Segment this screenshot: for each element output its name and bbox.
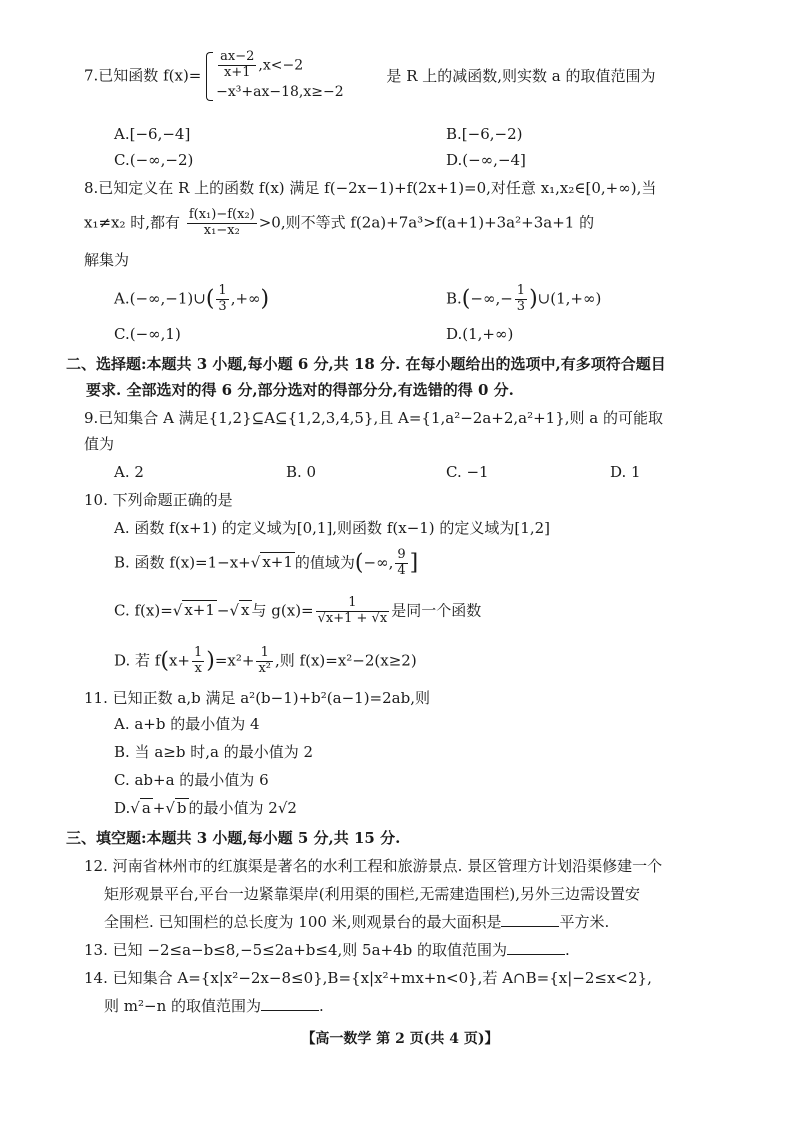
q11-option-a: A. a+b 的最小值为 4: [114, 715, 260, 733]
q13-line: [84, 940, 724, 960]
q11-option-b: B. 当 a≥b 时,a 的最小值为 2: [114, 743, 313, 761]
q10-optC-num: 1: [316, 596, 390, 612]
q11-option-d: D.√ a +√ b 的最小值为 2√2: [114, 799, 297, 817]
q10-optC-den: √x+1 + √x: [317, 610, 388, 626]
q11-optD-plus: +: [152, 799, 166, 817]
q10-option-d: D. 若 f(x+ $\frac{1}{x}$ )=x²+ $\frac{1}{\text{x²}}$ ,则 f(x)=x²−2(x≥2): [114, 645, 417, 676]
q8-line2-pre: x₁≠x₂ 时,都有: [84, 213, 181, 232]
q10-optB-den: 4: [397, 562, 406, 578]
q10-optD-post: ,则 f(x)=x²−2(x≥2): [275, 651, 417, 670]
q12-line3-pre: 全围栏. 已知围栏的总长度为 100 米,则观景台的最大面积是: [104, 913, 502, 931]
q10-stem: 10. 下列命题正确的是: [84, 491, 233, 509]
q9-option-c: C. −1: [446, 463, 489, 481]
q10-optC-mid: −: [216, 601, 230, 620]
q10-optB-mid: 的值域为: [294, 553, 355, 572]
q10-optC-pre: C. f(x)=: [114, 601, 173, 620]
q7-suffix: 是 R 上的减函数,则实数 a 的取值范围为: [386, 66, 656, 85]
q10-option-b: B. 函数 f(x)=1−x+√ x+1 的值域为(−∞, $\frac{9}{4}$ ]: [114, 547, 419, 578]
q7-option-d: D.(−∞,−4]: [446, 151, 526, 169]
q8-optB-post: ∪(1,+∞): [537, 289, 602, 308]
q7-case1-fraction: [218, 50, 256, 81]
q10-optC-s1: x+1: [184, 601, 215, 620]
page-footer: 【高一数学 第 2 页(共 4 页)】: [301, 1031, 499, 1047]
q10-optD-den2: x²: [258, 660, 272, 676]
q11-option-c: C. ab+a 的最小值为 6: [114, 771, 269, 789]
q10-optD-pre: D. 若 f: [114, 651, 161, 670]
q14-line2-post: .: [319, 997, 324, 1015]
q7-option-b: B.[−6,−2): [446, 125, 523, 143]
q10-optB-pre: B. 函数 f(x)=1−x+: [114, 553, 251, 572]
q10-optC-fraction: [316, 596, 390, 627]
q12-line-3: [104, 912, 744, 932]
q8-line-1: 8.已知定义在 R 上的函数 f(x) 满足 f(−2x−1)+f(2x+1)=0,对任意 x₁,x₂∈[0,+∞),当: [84, 179, 657, 197]
q13-pre: 13. 已知 −2≤a−b≤8,−5≤2a+b≤4,则 5a+4b 的取值范围为: [84, 941, 508, 959]
q14-line-1: 14. 已知集合 A={x|x²−2x−8≤0},B={x|x²+mx+n<0},若 A∩B={x|−2≤x<2},: [84, 969, 652, 987]
q7-case-1: $\frac{ax-2}{x+1}$ ,x<−2: [220, 49, 304, 80]
q8-fraction-denominator: x₁−x₂: [203, 222, 240, 238]
q11-optD-pre: D.: [114, 799, 131, 817]
q7-case1-condition: x<−2: [262, 57, 304, 74]
section-2-heading: 二、选择题:本题共 3 小题,每小题 6 分,共 18 分. 在每小题给出的选项中,有多项符合题目: [66, 355, 666, 373]
section-2-heading-line-2: 要求. 全部选对的得 6 分,部分选对的得部分分,有选错的得 0 分.: [86, 381, 514, 399]
q7-option-a: A.[−6,−4]: [114, 125, 191, 143]
q13-answer-blank[interactable]: [507, 942, 565, 955]
q12-line-1: 12. 河南省林州市的红旗渠是著名的水利工程和旅游景点. 景区管理方计划沿渠修建一个: [84, 857, 663, 875]
q8-optA-post: ,+∞: [230, 289, 261, 308]
q8-optB-num: 1: [516, 283, 526, 298]
q10-optC-g: 与 g(x)=: [251, 601, 314, 620]
q11-optD-s2: b: [176, 799, 187, 817]
q8-optA-pre: A.(−∞,−1)∪: [114, 289, 206, 308]
q8-fraction-numerator: f(x₁)−f(x₂): [188, 207, 255, 222]
q9-option-b: B. 0: [286, 463, 317, 481]
q8-option-b: B.(−∞,− $\frac{1}{3}$ )∪(1,+∞): [446, 283, 602, 314]
q8-line2-post: >0,则不等式 f(2a)+7a³>f(a+1)+3a²+3a+1 的: [258, 213, 595, 232]
q8-optB-fraction: [515, 284, 527, 315]
q10-optD-num2: 1: [256, 646, 273, 662]
q10-optD-num: 1: [193, 645, 203, 660]
q11-optD-s1: a: [141, 799, 151, 817]
q7-case-2: −x³+ax−18,x≥−2: [216, 83, 344, 100]
q8-optA-num: 1: [218, 283, 227, 298]
q14-line-2: [104, 996, 744, 1016]
section-3-heading: 三、填空题:本题共 3 小题,每小题 5 分,共 15 分.: [66, 829, 401, 847]
q14-line2-pre: 则 m²−n 的取值范围为: [104, 997, 262, 1015]
q10-optD-mid: =x²+: [214, 651, 255, 670]
q7-prefix: 7.已知函数 f(x)=: [84, 66, 202, 85]
q9-option-a: A. 2: [114, 463, 144, 481]
q7-piecewise: [206, 50, 343, 103]
q8-line-3: 解集为: [84, 251, 130, 269]
q14-answer-blank[interactable]: [261, 998, 319, 1011]
q8-option-a: A.(−∞,−1)∪( $\frac{1}{3}$ ,+∞): [114, 283, 270, 314]
q9-line-1: 9.已知集合 A 满足{1,2}⊆A⊆{1,2,3,4,5},且 A={1,a²−2a+2,a²+1},则 a 的可能取: [84, 409, 664, 427]
q8-optB-in: −∞,−: [470, 289, 513, 308]
q10-optB-num: 9: [397, 547, 406, 562]
q13-post: .: [565, 941, 570, 959]
q10-optB-fraction: [395, 548, 407, 579]
q10-optD-fraction: [192, 646, 204, 677]
q10-option-a: A. 函数 f(x+1) 的定义域为[0,1],则函数 f(x−1) 的定义域为[1,2]: [114, 519, 550, 537]
q12-line-2: 矩形观景平台,平台一边紧靠渠岸(利用渠的围栏,无需建造围栏),另外三边需设置安: [104, 885, 641, 903]
q10-optD-in: x+: [168, 651, 190, 670]
q7-option-c: C.(−∞,−2): [114, 151, 194, 169]
q8-optA-den: 3: [218, 298, 227, 314]
q10-optD-den: x: [194, 660, 202, 676]
q8-option-d: D.(1,+∞): [446, 325, 514, 343]
q12-line3-post: 平方米.: [559, 913, 610, 931]
q8-optB-den: 3: [516, 298, 526, 314]
q12-answer-blank[interactable]: [501, 914, 559, 927]
q10-option-c: C. f(x)=√ x+1 −√ x 与 g(x)= $\frac{1}{√x+1 + √x}$ 是同一个函数: [114, 595, 482, 626]
q7-case1-numerator: ax−2: [220, 49, 255, 64]
q10-optC-s2: x: [241, 601, 250, 620]
q11-optD-post: 的最小值为 2√2: [188, 799, 297, 817]
q10-optD-fraction-2: [256, 646, 273, 677]
q10-optB-sqrt: x+1: [262, 553, 293, 572]
question-7-stem: [84, 50, 724, 103]
q8-option-c: C.(−∞,1): [114, 325, 181, 343]
q9-option-d: D. 1: [610, 463, 641, 481]
q8-optA-fraction: [216, 284, 228, 315]
q8-line-2: [84, 208, 724, 239]
q10-optB-range: −∞,: [363, 553, 394, 572]
q8-optB-pre: B.: [446, 289, 462, 308]
q10-optC-post: 是同一个函数: [391, 601, 482, 620]
q8-fraction: [187, 208, 257, 239]
q9-line-2: 值为: [84, 435, 115, 453]
q7-case1-denominator: x+1: [224, 64, 251, 80]
q11-stem: 11. 已知正数 a,b 满足 a²(b−1)+b²(a−1)=2ab,则: [84, 689, 430, 707]
